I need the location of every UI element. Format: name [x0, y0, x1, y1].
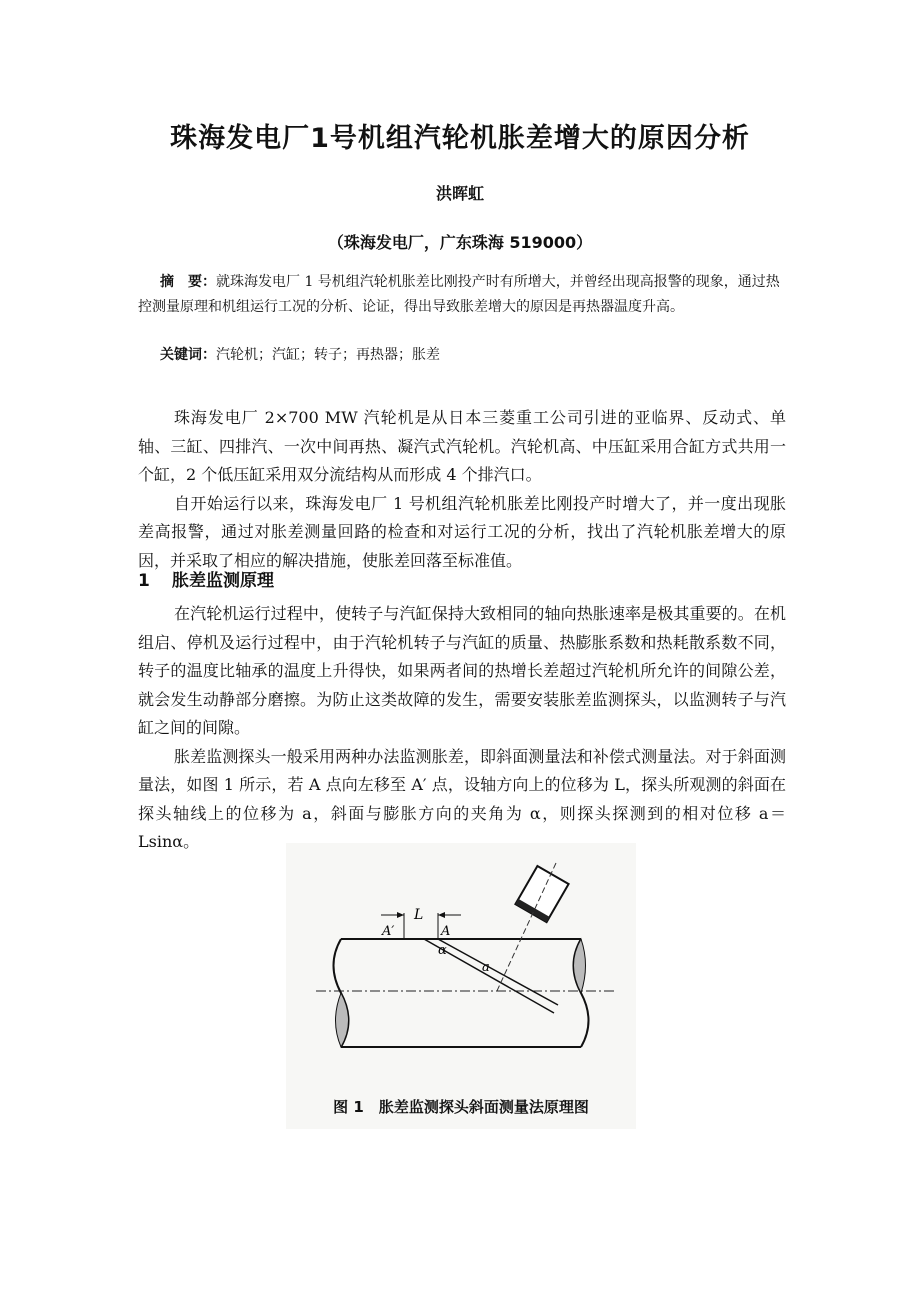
figure-1-diagram — [286, 843, 636, 1129]
probe — [515, 866, 568, 922]
intro-paragraph-2: 自开始运行以来，珠海发电厂 1 号机组汽轮机胀差比刚投产时增大了，并一度出现胀差高报警，通过对胀差测量回路的检查和对运行工况的分析，找出了汽轮机胀差增大的原因，并采取了相应的解决措施，使胀差回落至标准值。 — [138, 493, 786, 570]
abstract — [138, 270, 788, 320]
abstract-label: 摘 要： — [160, 274, 216, 290]
section-1-heading — [138, 566, 274, 591]
figure-1 — [286, 843, 636, 1129]
intro-paragraph-1: 珠海发电厂 2×700 MW 汽轮机是从日本三菱重工公司引进的亚临界、反动式、单轴、三缸、四排汽、一次中间再热、凝汽式汽轮机。汽轮机高、中压缸采用合缸方式共用一个缸，2 个低压缸采用双分流结构从而形成 4 个排汽口。 — [138, 408, 786, 484]
intro-section — [138, 404, 786, 575]
label-a: a — [482, 960, 490, 975]
keywords-text: 汽轮机；汽缸；转子；再热器；胀差 — [216, 347, 440, 363]
author: 洪晖虹 — [435, 184, 484, 203]
dim-arrowhead-left — [397, 912, 404, 918]
abstract-text: 就珠海发电厂 1 号机组汽轮机胀差比刚投产时有所增大，并曾经出现高报警的现象，通过热控测量原理和机组运行工况的分析、论证，得出导致胀差增大的原因是再热器温度升高。 — [138, 274, 780, 315]
section-1-paragraph-1: 在汽轮机运行过程中，使转子与汽缸保持大致相同的轴向热胀速率是极其重要的。在机组启、停机及运行过程中，由于汽轮机转子与汽缸的质量、热膨胀系数和热耗散系数不同，转子的温度比轴承的温度上升得快，如果两者间的热增长差超过汽轮机所允许的间隙公差，就会发生动静部分磨擦。为防止这类故障的发生，需要安装胀差监测探头，以监测转子与汽缸之间的间隙。 — [138, 604, 786, 737]
section-1-title: 胀差监测原理 — [172, 571, 274, 591]
probe-axis — [496, 863, 556, 993]
keywords — [138, 343, 788, 368]
ramp-line-2 — [438, 939, 558, 1005]
left-section-hatch — [336, 993, 349, 1047]
label-L: L — [414, 907, 424, 923]
right-section-hatch — [574, 939, 586, 993]
label-A: A — [441, 924, 451, 939]
keywords-label: 关键词： — [160, 347, 216, 363]
figure-1-caption: 图 1 胀差监测探头斜面测量法原理图 — [333, 1098, 589, 1116]
section-1-number: 1 — [138, 571, 150, 591]
affiliation: （珠海发电厂，广东珠海 519000） — [327, 233, 593, 252]
dim-arrowhead-right — [438, 912, 445, 918]
section-1-body — [138, 600, 786, 857]
label-A-prime: A′ — [382, 924, 395, 939]
label-alpha: α — [438, 943, 447, 958]
page-title: 珠海发电厂1号机组汽轮机胀差增大的原因分析 — [170, 123, 750, 154]
section-1-paragraph-2: 胀差监测探头一般采用两种办法监测胀差，即斜面测量法和补偿式测量法。对于斜面测量法，如图 1 所示，若 A 点向左移至 A′ 点，设轴方向上的位移为 L，探头所观测的斜面在探头轴线上的位移为 a，斜面与膨胀方向的夹角为 α，则探头探测到的相对位移 a＝Lsinα。 — [138, 746, 786, 851]
